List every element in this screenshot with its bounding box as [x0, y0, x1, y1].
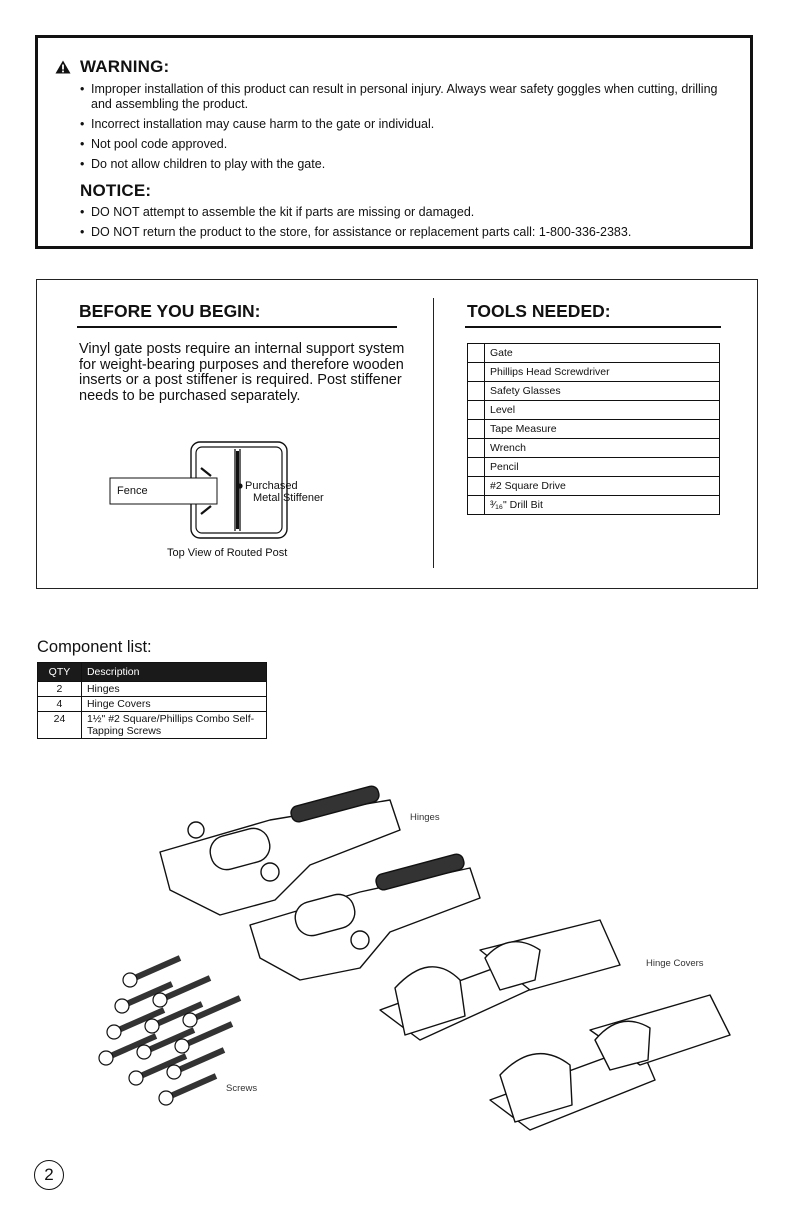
screws-illustration	[99, 958, 240, 1105]
preparation-box	[36, 279, 758, 589]
column-header: QTY	[38, 663, 82, 682]
hinges-label: Hinges	[410, 812, 440, 823]
component-table	[37, 662, 267, 739]
tool-row: ³⁄₁₆" Drill Bit	[468, 496, 720, 515]
notice-title: NOTICE:	[80, 181, 152, 200]
checkbox	[468, 382, 485, 401]
checkbox	[468, 344, 485, 363]
warning-item: • Improper installation of this product can result in personal injury. Always wear safety goggles when cutting, drilling and assembling the product.	[80, 82, 718, 111]
tool-row: Phillips Head Screwdriver	[468, 363, 720, 382]
stiffener-label: Metal Stiffener	[253, 492, 324, 504]
tool-row: Pencil	[468, 458, 720, 477]
divider	[465, 326, 721, 328]
table-row: 2 Hinges	[38, 682, 267, 697]
before-title: BEFORE YOU BEGIN:	[79, 301, 261, 321]
hinge-cover-illustration	[480, 920, 620, 990]
hinge-covers-label: Hinge Covers	[646, 958, 704, 969]
warning-item: • Do not allow children to play with the gate.	[80, 157, 326, 171]
fence-label: Fence	[117, 485, 148, 497]
tool-row: Safety Glasses	[468, 382, 720, 401]
page-number: 2	[34, 1160, 64, 1190]
warning-box	[35, 35, 753, 249]
checkbox	[468, 496, 485, 515]
notice-item: • DO NOT return the product to the store, for assistance or replacement parts call: 1-800-336-2383.	[80, 225, 632, 239]
tool-row: Gate	[468, 344, 720, 363]
hinge-cover-illustration	[590, 995, 730, 1070]
tools-table	[467, 343, 720, 515]
component-list-title: Component list:	[37, 638, 152, 656]
checkbox	[468, 420, 485, 439]
stiffener-label: Purchased	[245, 480, 298, 492]
checkbox	[468, 458, 485, 477]
diagram-caption: Top View of Routed Post	[167, 547, 288, 559]
warning-item: • Not pool code approved.	[80, 137, 228, 151]
checkbox	[468, 363, 485, 382]
warning-title: WARNING:	[80, 57, 170, 76]
tool-row: Wrench	[468, 439, 720, 458]
table-row: 4 Hinge Covers	[38, 697, 267, 712]
checkbox	[468, 401, 485, 420]
checkbox	[468, 439, 485, 458]
components-illustration	[60, 780, 750, 1170]
column-divider	[433, 298, 434, 568]
notice-item: • DO NOT attempt to assemble the kit if parts are missing or damaged.	[80, 205, 475, 219]
screws-label: Screws	[226, 1083, 258, 1094]
table-row: 24 1½" #2 Square/Phillips Combo Self-Tapping Screws	[38, 712, 267, 739]
divider	[77, 326, 397, 328]
tool-row: Tape Measure	[468, 420, 720, 439]
column-header: Description	[81, 663, 266, 682]
checkbox	[468, 477, 485, 496]
before-text: Vinyl gate posts require an internal support system for weight-bearing purposes and therefore wooden inserts or a post stiffener is required. Post stiffener needs to be purchased separately.	[79, 341, 405, 404]
tools-title: TOOLS NEEDED:	[467, 301, 611, 321]
warning-item: • Incorrect installation may cause harm to the gate or individual.	[80, 117, 435, 131]
tool-row: Level	[468, 401, 720, 420]
tool-row: #2 Square Drive	[468, 477, 720, 496]
warning-triangle-icon	[55, 60, 71, 74]
